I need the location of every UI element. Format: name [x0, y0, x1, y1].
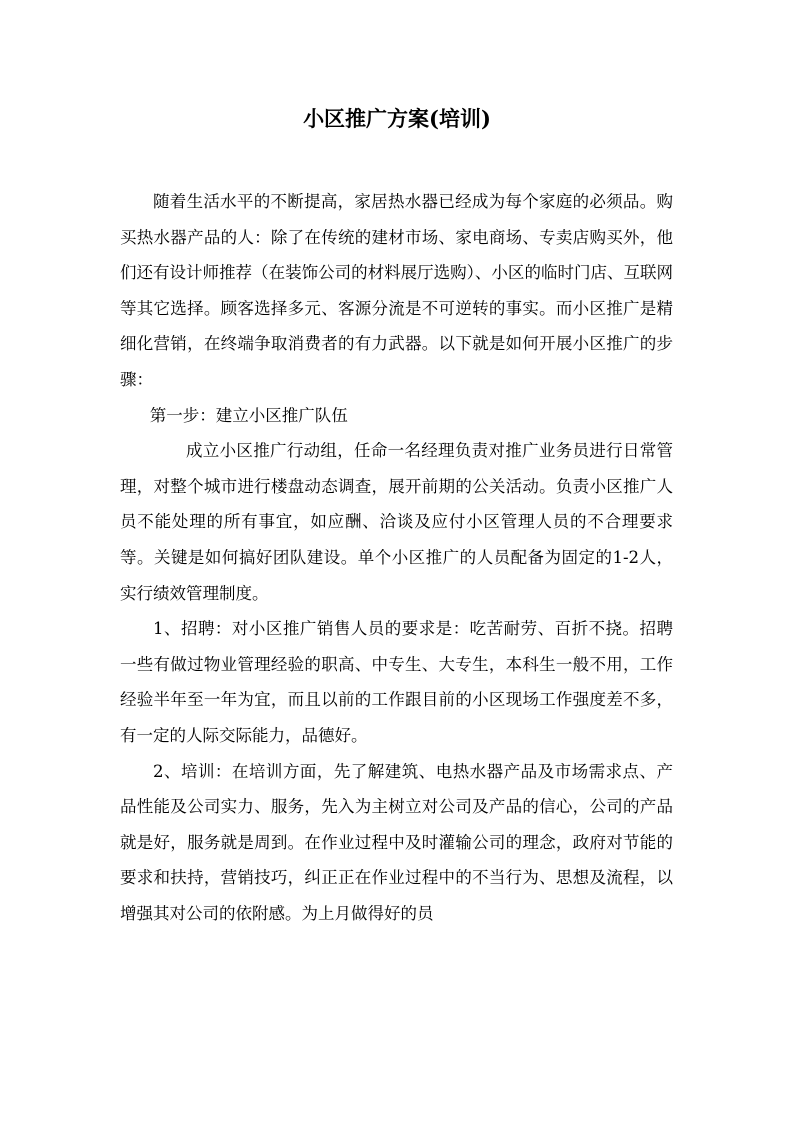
document-title: 小区推广方案(培训) [303, 106, 491, 131]
training-paragraph: 2、培训：在培训方面，先了解建筑、电热水器产品及市场需求点、产品性能及公司实力、服务，先入为主树立对公司及产品的信心，公司的产品就是好，服务就是周到。在作业过程中及时灌输公司的理念，政府对节能的要求和扶持，营销技巧，纠正正在作业过程中的不当行为、思想及流程，以增强其对公司的依附感。为上月做得好的员 [120, 761, 673, 923]
document-body [120, 184, 673, 931]
step-one-heading: 第一步：建立小区推广队伍 [149, 405, 348, 425]
recruitment-paragraph: 1、招聘：对小区推广销售人员的要求是：吃苦耐劳、百折不挠。招聘一些有做过物业管理经验的职高、中专生、大专生，本科生一般不用，工作经验半年至一年为宜，而且以前的工作跟目前的小区现场工作强度差不多，有一定的人际交际能力，品德好。 [120, 619, 673, 745]
team-setup-paragraph: 成立小区推广行动组，任命一名经理负责对推广业务员进行日常管理，对整个城市进行楼盘动态调查，展开前期的公关活动。负责小区推广人员不能处理的所有事宜，如应酬、洽谈及应付小区管理人员的不合理要求等。关键是如何搞好团队建设。单个小区推广的人员配备为固定的1-2人，实行绩效管理制度。 [120, 441, 673, 603]
intro-paragraph: 随着生活水平的不断提高，家居热水器已经成为每个家庭的必须品。购买热水器产品的人：除了在传统的建材市场、家电商场、专卖店购买外，他们还有设计师推荐（在装饰公司的材料展厅选购）、小区的临时门店、互联网等其它选择。顾客选择多元、客源分流是不可逆转的事实。而小区推广是精细化营销，在终端争取消费者的有力武器。以下就是如何开展小区推广的步骤： [120, 192, 673, 389]
